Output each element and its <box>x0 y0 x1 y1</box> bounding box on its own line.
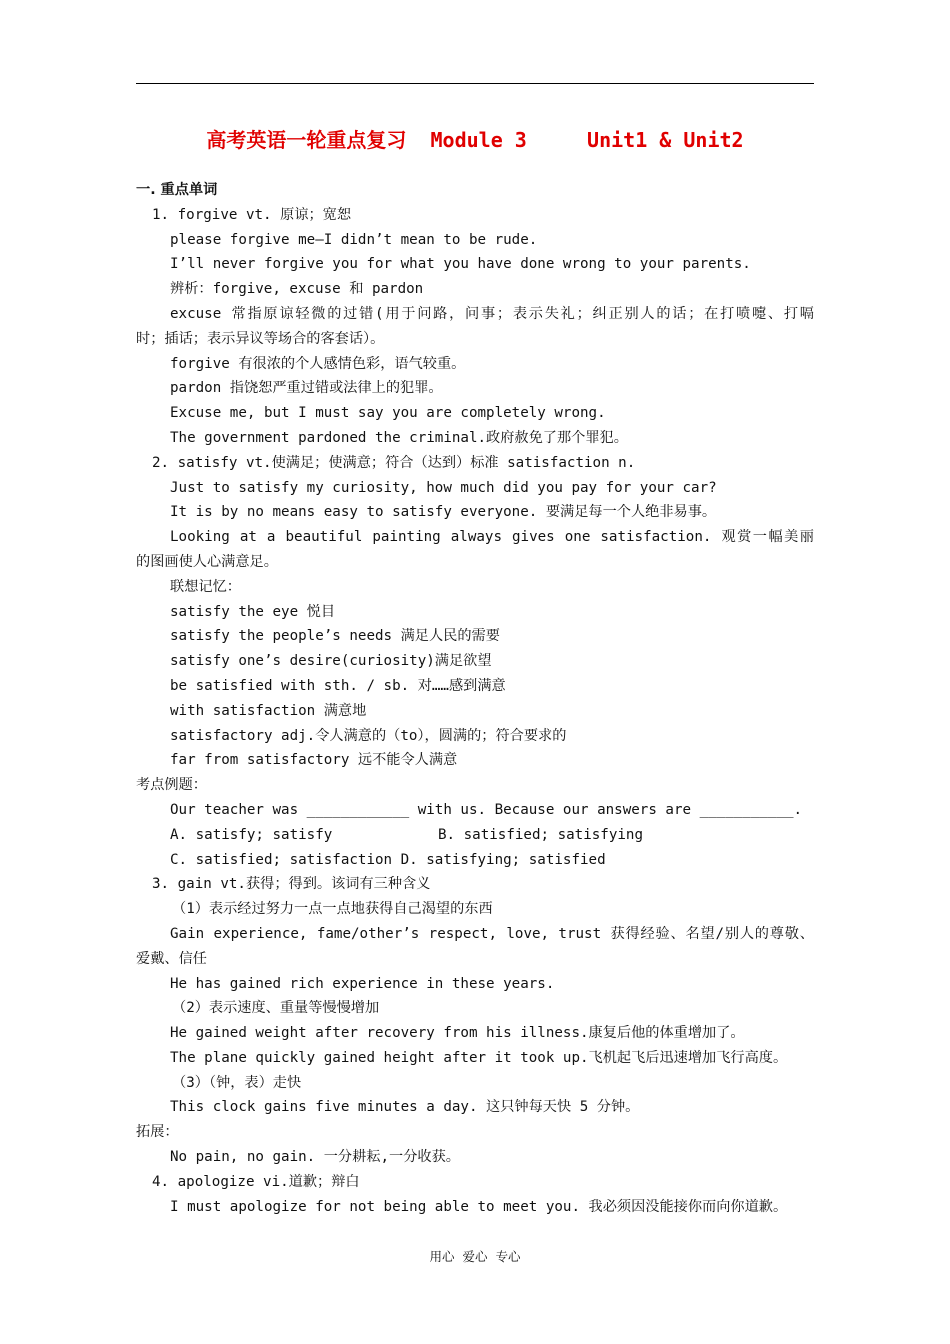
exercise-label: 考点例题： <box>136 777 207 794</box>
explanation-text: pardon 指饶恕严重过错或法律上的犯罪。 <box>170 380 443 397</box>
example-sentence: I’ll never forgive you for what you have done wrong to your parents. <box>170 256 751 273</box>
word-entry-forgive: 1. forgive vt. 原谅；宽恕 <box>152 206 352 223</box>
phrase-item: satisfy one’s desire(curiosity)满足欲望 <box>170 653 492 670</box>
example-sentence: He has gained rich experience in these years. <box>170 975 555 992</box>
memory-label: 联想记忆： <box>170 578 241 595</box>
phrase-item: be satisfied with sth. / sb. 对……感到满意 <box>170 677 506 694</box>
document-body <box>136 178 814 1219</box>
example-sentence: The government pardoned the criminal.政府赦免了那个罪犯。 <box>170 429 628 446</box>
analysis-label: 辨析：forgive, excuse 和 pardon <box>170 281 424 298</box>
example-sentence: please forgive me—I didn’t mean to be rude. <box>170 231 538 248</box>
header-rule <box>136 83 814 84</box>
example-sentence: Just to satisfy my curiosity, how much did you pay for your car? <box>170 479 717 496</box>
example-sentence: This clock gains five minutes a day. 这只钟每天快 5 分钟。 <box>170 1099 640 1116</box>
exercise-question: Our teacher was ____________ with us. Because our answers are ___________. <box>170 801 803 818</box>
example-sentence: Looking at a beautiful painting always gives one satisfaction. 观赏一幅美丽 <box>170 529 814 546</box>
example-sentence: I must apologize for not being able to meet you. 我必须因没能接你而向你道歉。 <box>170 1198 788 1215</box>
phrase-item: satisfy the people’s needs 满足人民的需要 <box>170 628 500 645</box>
exercise-options-row <box>136 823 814 848</box>
example-sentence-cont: 的图画使人心满意足。 <box>136 553 278 570</box>
section-heading: 一. 重点单词 <box>136 182 218 198</box>
example-sentence-cont: 爱戴、信任 <box>136 950 207 967</box>
example-sentence: He gained weight after recovery from his illness.康复后他的体重增加了。 <box>170 1025 745 1042</box>
explanation-text: forgive 有很浓的个人感情色彩，语气较重。 <box>170 355 466 372</box>
word-entry-apologize: 4. apologize vi.道歉；辩白 <box>152 1173 360 1190</box>
word-entry-gain: 3. gain vt.获得；得到。该词有三种含义 <box>152 876 431 893</box>
example-sentence: The plane quickly gained height after it took up.飞机起飞后迅速增加飞行高度。 <box>170 1049 788 1066</box>
explanation-text-cont: 时；插话；表示异议等场合的客套话）。 <box>136 330 385 347</box>
phrase-item: satisfactory adj.令人满意的（to），圆满的；符合要求的 <box>170 727 567 744</box>
extension-label: 拓展： <box>136 1124 179 1141</box>
example-sentence: It is by no means easy to satisfy everyone. 要满足每一个人绝非易事。 <box>170 504 717 521</box>
page-footer: 用心 爱心 专心 <box>429 1249 521 1264</box>
example-sentence: No pain, no gain. 一分耕耘,一分收获。 <box>170 1149 460 1166</box>
meaning-item: （2）表示速度、重量等慢慢增加 <box>172 1000 380 1017</box>
page-title: 高考英语一轮重点复习 Module 3 Unit1 & Unit2 <box>206 128 744 152</box>
phrase-item: far from satisfactory 远不能令人满意 <box>170 752 458 769</box>
explanation-text: excuse 常指原谅轻微的过错(用于问路，问事；表示失礼；纠正别人的话；在打喷嚏、打嗝 <box>170 305 814 322</box>
option-a: A. satisfy; satisfy <box>170 826 333 843</box>
exercise-options-row: C. satisfied; satisfaction D. satisfying; satisfied <box>170 851 606 868</box>
meaning-item: （3）（钟，表）走快 <box>172 1074 302 1091</box>
meaning-item: （1）表示经过努力一点一点地获得自己渴望的东西 <box>172 901 493 918</box>
phrase-item: satisfy the eye 悦目 <box>170 603 336 620</box>
example-sentence: Gain experience, fame/other’s respect, love, trust 获得经验、名望/别人的尊敬、 <box>170 925 814 942</box>
option-b: B. satisfied; satisfying <box>438 826 643 843</box>
example-sentence: Excuse me, but I must say you are completely wrong. <box>170 405 606 422</box>
word-entry-satisfy: 2. satisfy vt.使满足；使满意；符合（达到）标准 satisfaction n. <box>152 454 636 471</box>
phrase-item: with satisfaction 满意地 <box>170 702 367 719</box>
